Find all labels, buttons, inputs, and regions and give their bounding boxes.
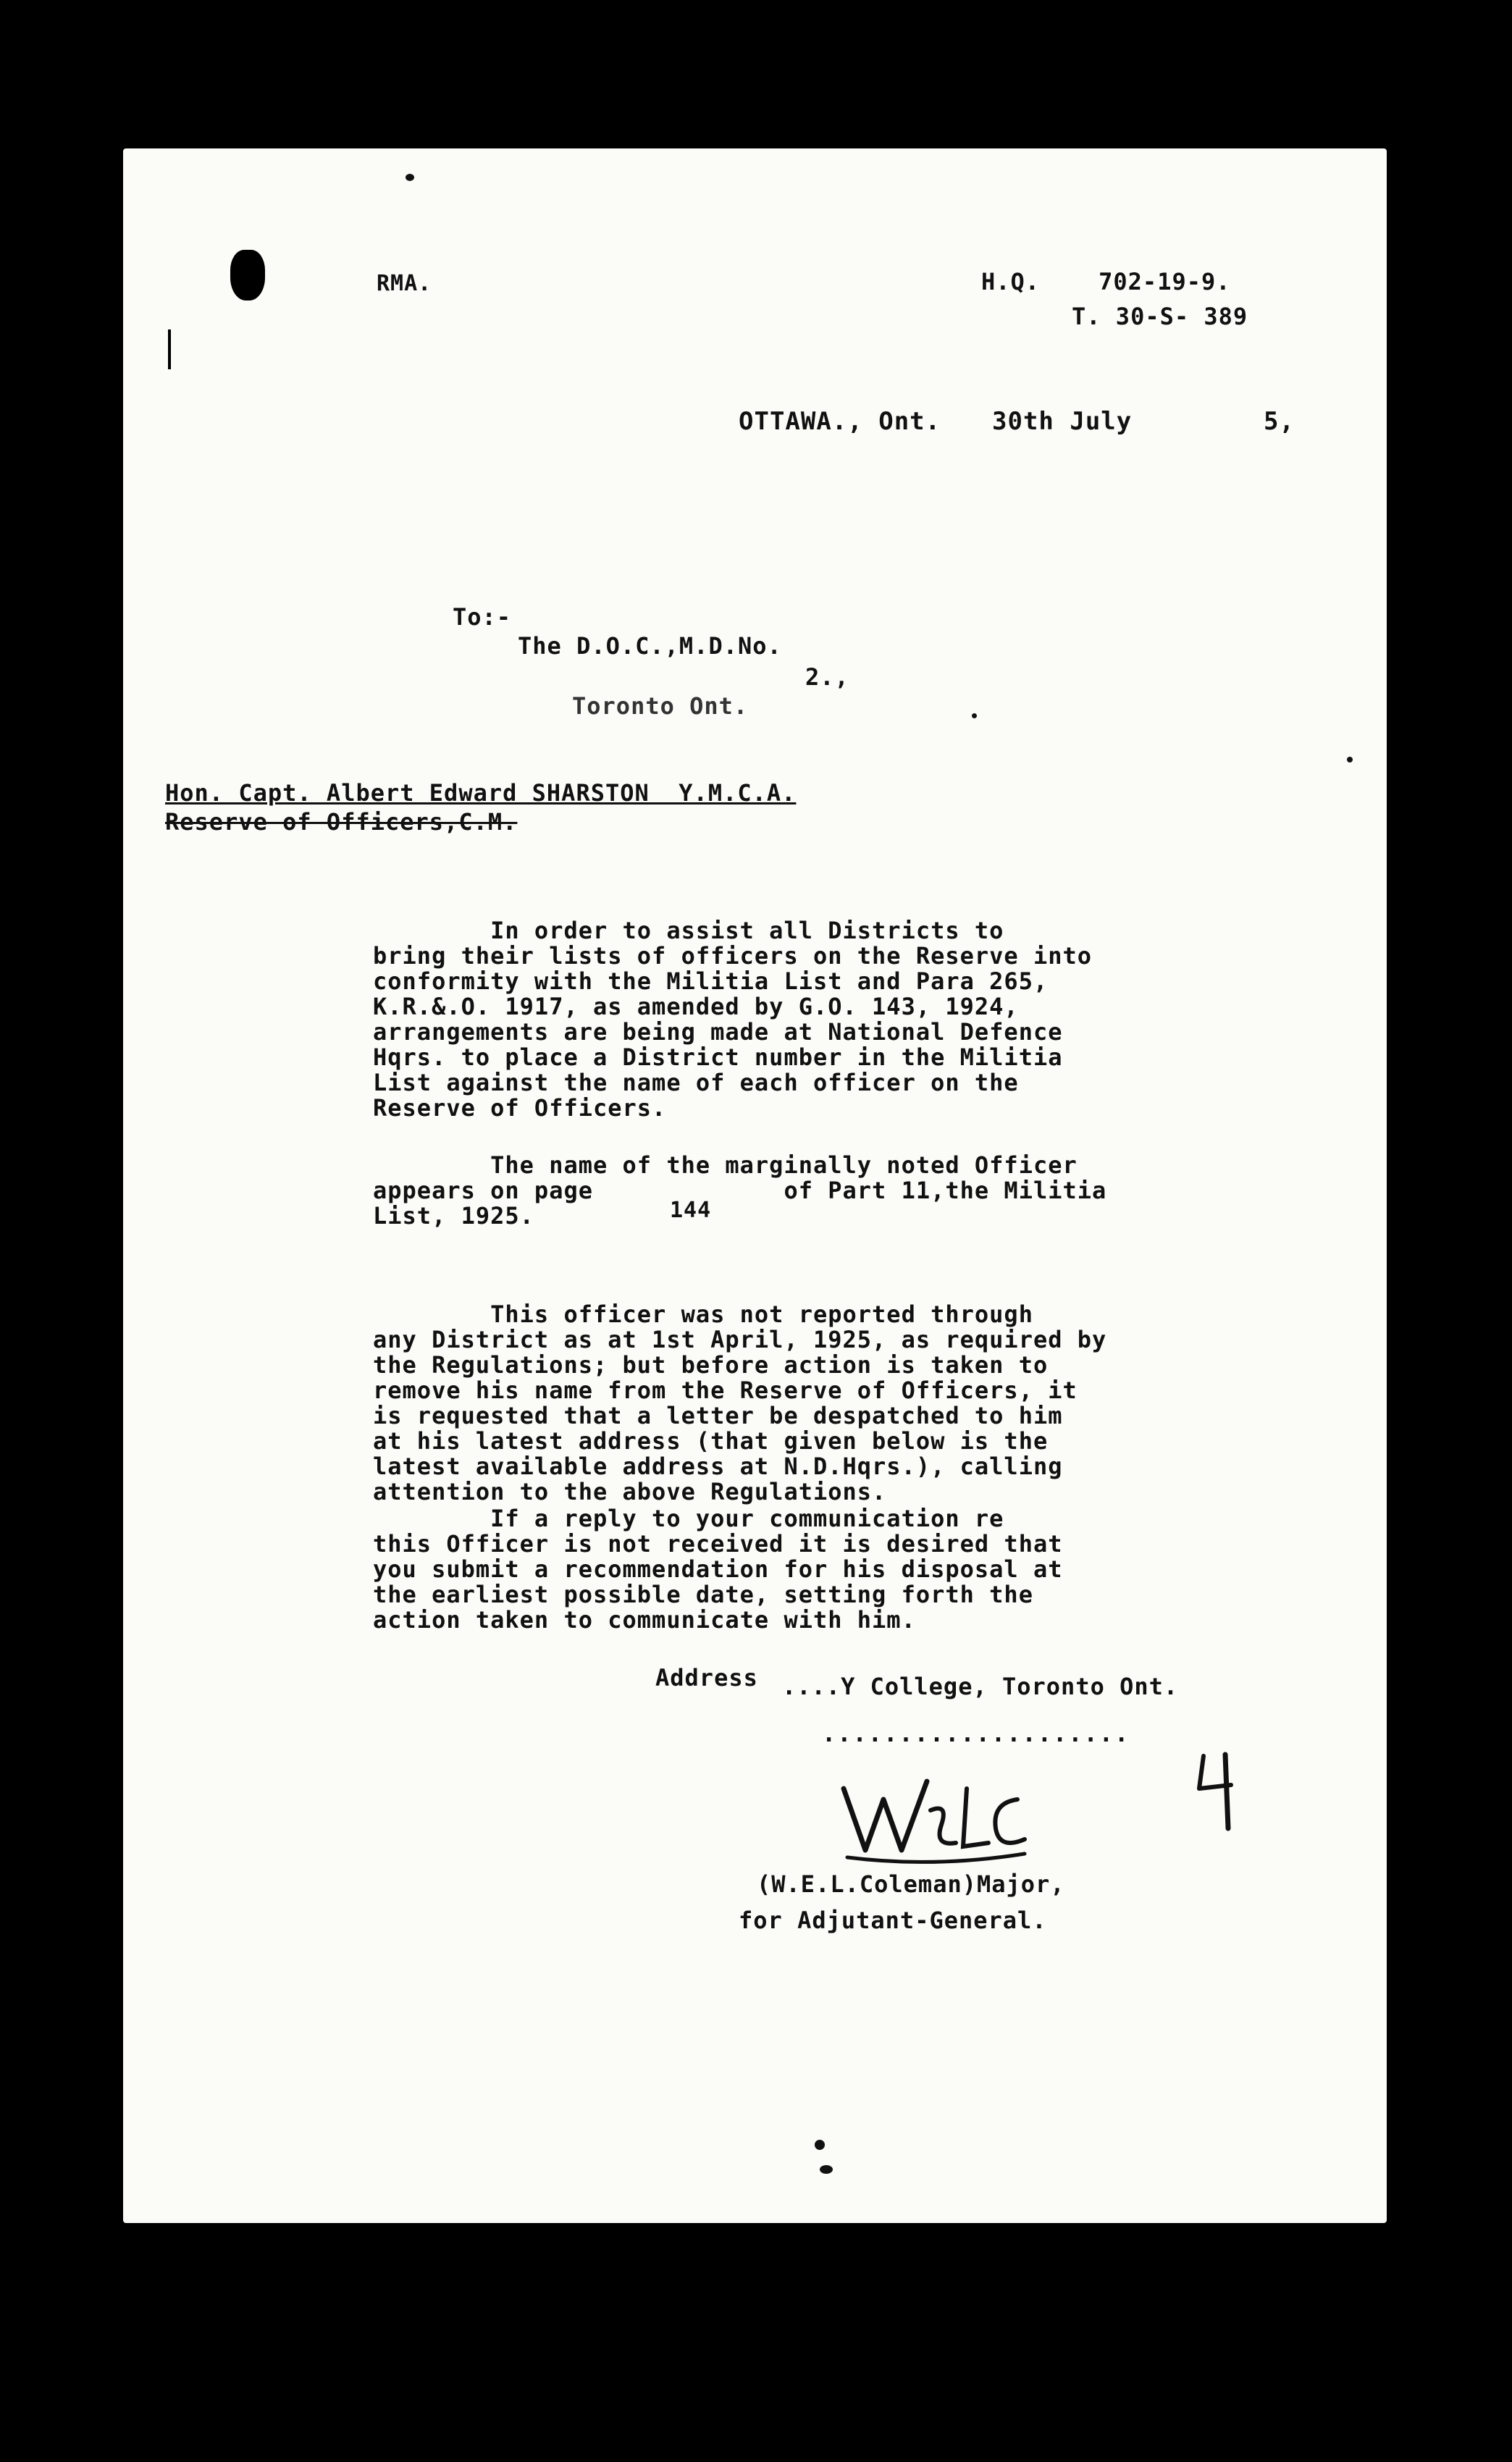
paragraph-2: The name of the marginally noted Officer appears on page of Part 11,the Militia List, 1925. [373,1151,1107,1230]
ink-speck [406,174,414,181]
dateline-place: OTTAWA., Ont. [739,407,941,436]
header-left-code: RMA. [377,271,432,296]
paragraph-1: In order to assist all Districts to bring their lists of officers on the Reserve into conformity with the Militia List and Para 265, K.R.&.O. 1917, as amended by G.O. 143, 1924, arrangements are being made at National Defence Hqrs. to place a District number in the Militia List against the name of each officer on the Reserve of Officers. [373,917,1093,1122]
recipient-line-3: Toronto Ont. [572,692,749,720]
dateline-date: 30th July [992,407,1133,436]
reference-number-1: H.Q. 702-19-9. [981,268,1231,295]
paragraph-2-page-number: 144 [670,1198,712,1223]
signatory-name: (W.E.L.Coleman)Major, [757,1870,1065,1898]
ink-speck [820,2165,833,2174]
paragraph-4: If a reply to your communication re this Officer is not received it is desired that you submit a recommendation for his disposal at the earliest possible date, setting forth the action taken to communicate with him. [373,1505,1063,1634]
recipient-line-2: 2., [805,663,849,691]
dateline-year: 5, [1264,407,1295,436]
paragraph-3: This officer was not reported through any District as at 1st April, 1925, as required by the Regulations; but before action is taken to remove his name from the Reserve of Officers, it is requested that a letter be despatched to him at his latest address (that given below is the latest available address at N.D.Hqrs.), calling attention to the above Regulations. [373,1301,1107,1505]
subject-line-1: Hon. Capt. Albert Edward SHARSTON Y.M.C.A. [165,779,797,807]
marginal-handwritten-mark [1195,1749,1246,1836]
subject-line-2: Reserve of Officers,C.M. [165,808,518,836]
margin-line-mark [168,329,171,369]
punch-hole-mark [230,250,265,301]
recipient-to-label: To:- [453,603,512,631]
handwritten-initials-signature [833,1767,1036,1875]
ink-speck [972,713,977,718]
reference-number-2: T. 30-S- 389 [1072,303,1248,330]
signatory-title: for Adjutant-General. [739,1907,1047,1934]
ink-speck [815,2140,825,2150]
address-dotted-line: .................... [822,1720,1130,1747]
address-value: ....Y College, Toronto Ont. [782,1673,1179,1700]
address-label: Address [655,1664,758,1692]
ink-speck [1347,757,1353,762]
recipient-line-1: The D.O.C.,M.D.No. [518,632,782,660]
